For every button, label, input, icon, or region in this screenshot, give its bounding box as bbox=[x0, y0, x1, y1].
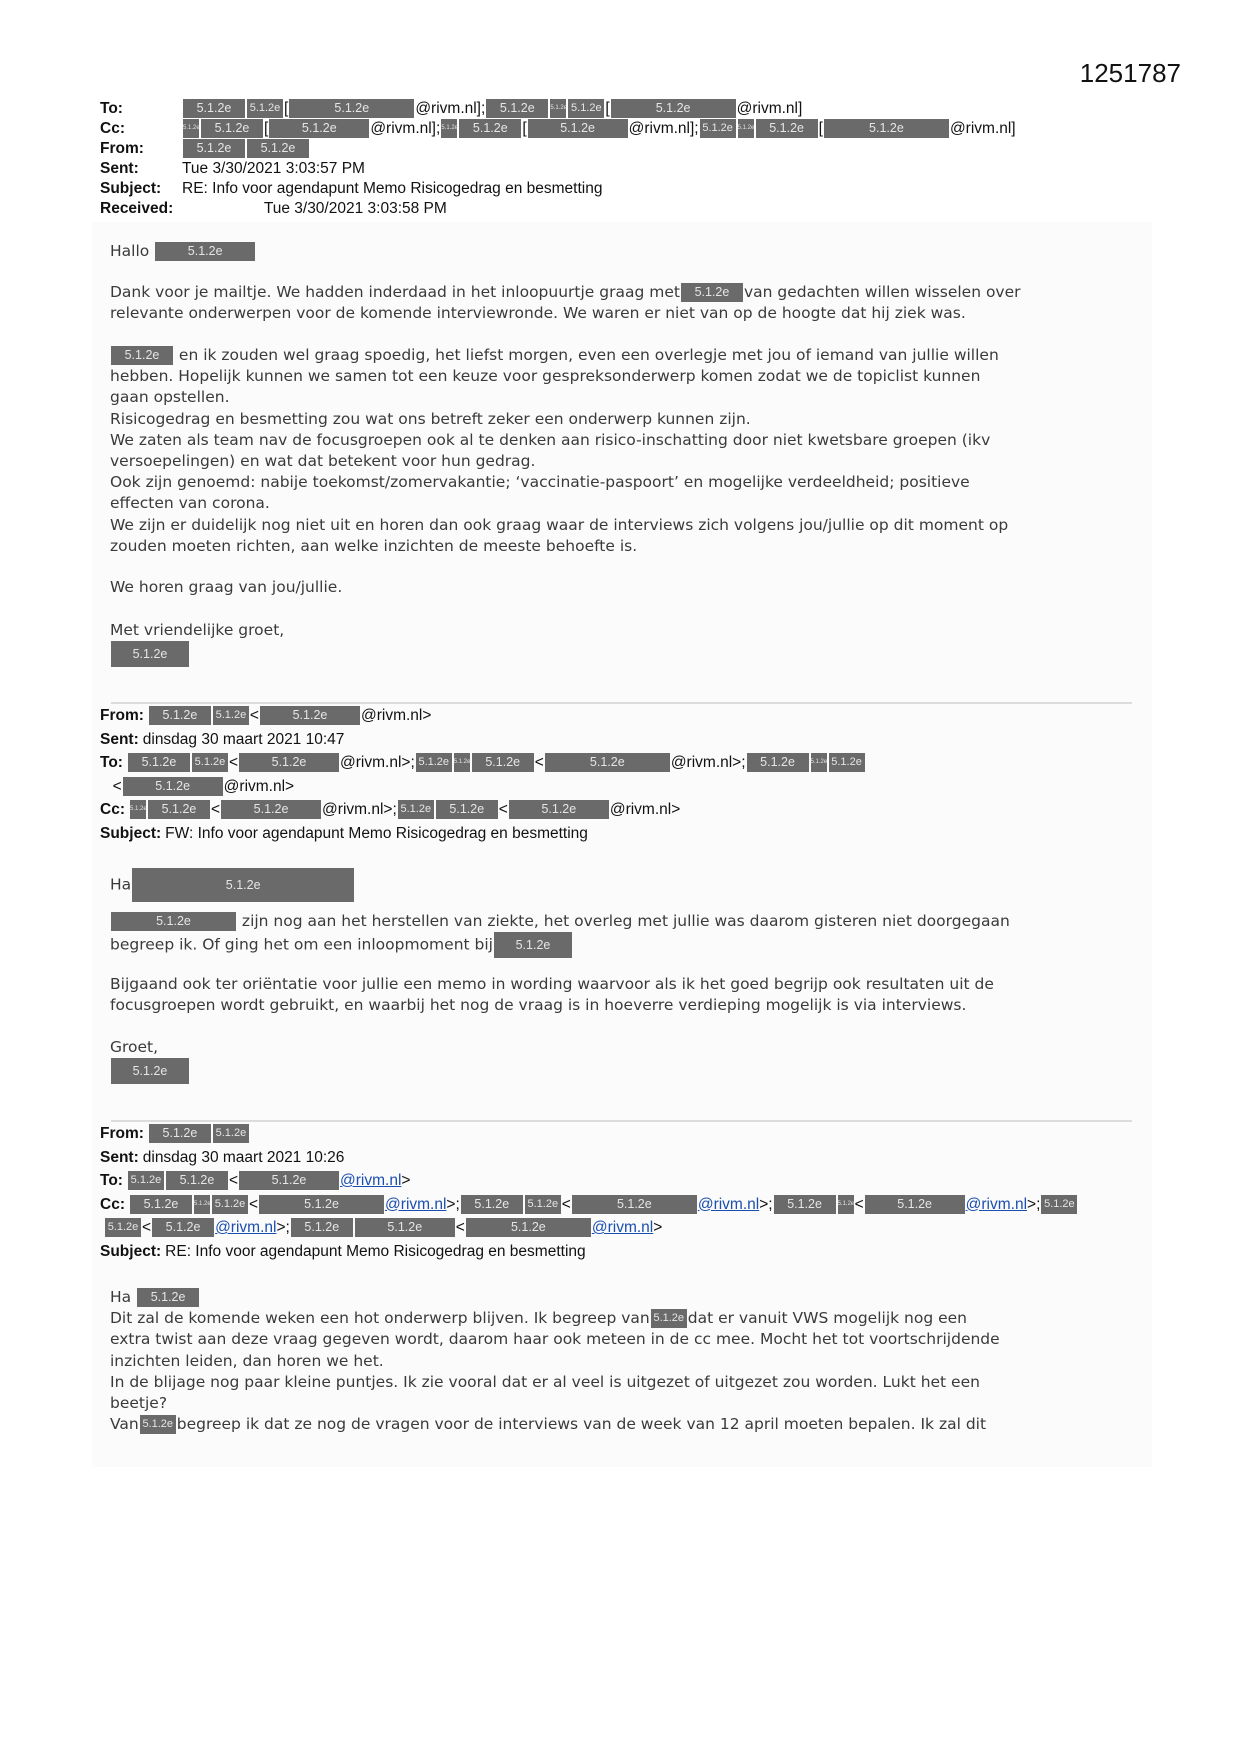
redaction-box: 5.1.2e bbox=[130, 800, 146, 819]
redaction-box: 5.1.2e bbox=[545, 753, 670, 772]
header-label: Cc: bbox=[100, 801, 125, 818]
text: focusgroepen wordt gebruikt, en waarbij het nog de vraag is in hoeverre verdieping mogelijk is via interviews. bbox=[110, 996, 967, 1015]
text: >; bbox=[1027, 1195, 1041, 1213]
redaction-box: 5.1.2e bbox=[123, 777, 223, 796]
redaction-box: 5.1.2e bbox=[486, 99, 548, 118]
email2-paragraph-2 bbox=[110, 974, 994, 1016]
redaction-box: 5.1.2e bbox=[239, 1171, 339, 1190]
text: RE: Info voor agendapunt Memo Risicogedrag en besmetting bbox=[182, 180, 603, 197]
text: We zaten als team nav de focusgroepen ook al te denken aan risico-inschatting door niet kwetsbare groepen (ikv bbox=[110, 430, 991, 449]
text: < bbox=[228, 754, 239, 771]
redaction-box: 5.1.2e bbox=[111, 346, 173, 365]
email1-paragraph-1 bbox=[110, 282, 1021, 324]
text: Tue 3/30/2021 3:03:57 PM bbox=[182, 160, 365, 177]
redaction-box: 5.1.2e bbox=[459, 119, 521, 138]
redaction-box: 5.1.2e bbox=[247, 139, 309, 158]
redaction-box: 5.1.2e bbox=[416, 753, 452, 772]
redaction-box: 5.1.2e bbox=[681, 283, 743, 302]
text: >; bbox=[276, 1219, 290, 1236]
text-line bbox=[110, 409, 1008, 430]
text: extra twist aan deze vraag gegeven wordt, daarom haar ook meteen in de cc mee. Mocht het tot voortschrijdende bbox=[110, 1330, 1000, 1349]
redaction-box: 5.1.2e bbox=[269, 119, 369, 138]
redaction-box: 5.1.2e bbox=[454, 753, 470, 772]
redaction-box: 5.1.2e bbox=[829, 753, 865, 772]
email-link[interactable]: @rivm.nl bbox=[965, 1195, 1028, 1213]
text: effecten van corona. bbox=[110, 494, 270, 513]
text: Hallo bbox=[110, 242, 155, 260]
redaction-box: 5.1.2e bbox=[355, 1218, 455, 1237]
text-line bbox=[110, 1372, 1000, 1393]
redaction-box: 5.1.2e bbox=[111, 1058, 189, 1084]
redaction-box: 5.1.2e bbox=[213, 706, 249, 725]
text: [ bbox=[605, 100, 610, 117]
text: @rivm.nl]; bbox=[415, 100, 486, 117]
text: < bbox=[228, 1172, 239, 1189]
redaction-box: 5.1.2e bbox=[192, 753, 228, 772]
text: Ha bbox=[110, 875, 132, 894]
text: Groet, bbox=[110, 1038, 159, 1056]
redaction-box: 5.1.2e bbox=[149, 706, 211, 725]
header-label: Subject: bbox=[100, 180, 162, 197]
text-line bbox=[110, 641, 284, 662]
header-row bbox=[100, 1169, 1078, 1193]
header-row bbox=[100, 822, 866, 846]
redaction-box: 5.1.2e bbox=[572, 1195, 697, 1214]
header-row bbox=[100, 199, 1016, 219]
header-row bbox=[100, 1122, 1078, 1146]
header-row bbox=[100, 1146, 1078, 1170]
redaction-box: 5.1.2e bbox=[183, 119, 199, 138]
text-line bbox=[110, 241, 256, 262]
text-line bbox=[110, 1058, 190, 1079]
text: [ bbox=[264, 120, 269, 137]
text: RE: Info voor agendapunt Memo Risicogedrag en besmetting bbox=[165, 1242, 586, 1260]
redaction-box: 5.1.2e bbox=[260, 706, 360, 725]
header-row bbox=[100, 751, 866, 775]
header-label: From: bbox=[100, 1125, 144, 1142]
redaction-box: 5.1.2e bbox=[239, 753, 339, 772]
redaction-box: 5.1.2e bbox=[466, 1218, 591, 1237]
email1-paragraph-2 bbox=[110, 345, 1008, 557]
redaction-box: 5.1.2e bbox=[528, 119, 628, 138]
header-row bbox=[100, 1193, 1078, 1217]
redaction-box: 5.1.2e bbox=[111, 641, 189, 667]
text-line bbox=[110, 1308, 1000, 1329]
text-line bbox=[110, 1414, 1000, 1435]
header-label: From: bbox=[100, 140, 144, 157]
text: [ bbox=[522, 120, 527, 137]
text: @rivm.nl]; bbox=[370, 120, 441, 137]
header-label: Sent: bbox=[100, 1148, 139, 1166]
text: < bbox=[210, 801, 221, 818]
text: Dit zal de komende weken een hot onderwerp blijven. Ik begreep van bbox=[110, 1309, 650, 1328]
text-line bbox=[110, 1329, 1000, 1350]
email3-header bbox=[100, 1122, 1078, 1263]
redaction-box: 5.1.2e bbox=[865, 1195, 965, 1214]
redaction-box: 5.1.2e bbox=[247, 99, 283, 118]
text: relevante onderwerpen voor de komende interviewronde. We waren er niet van op de hoogte dat hij ziek was. bbox=[110, 304, 966, 323]
email-link[interactable]: @rivm.nl bbox=[697, 1195, 760, 1213]
text-line bbox=[110, 1351, 1000, 1372]
text-line bbox=[110, 620, 284, 641]
redaction-box: 5.1.2e bbox=[1041, 1195, 1077, 1214]
text: @rivm.nl>; bbox=[322, 801, 397, 818]
text-line bbox=[110, 577, 342, 598]
header-row bbox=[100, 1240, 1078, 1264]
email1-signature bbox=[110, 620, 284, 662]
redaction-box: 5.1.2e bbox=[183, 99, 245, 118]
redaction-box: 5.1.2e bbox=[525, 1195, 561, 1214]
text: FW: Info voor agendapunt Memo Risicogedrag en besmetting bbox=[165, 824, 588, 842]
text: Van bbox=[110, 1415, 139, 1434]
email1-paragraph-3 bbox=[110, 577, 342, 598]
text: begreep ik dat ze nog de vragen voor de interviews van de week van 12 april moeten bepalen. Ik zal dit bbox=[176, 1415, 987, 1434]
header-label: Sent: bbox=[100, 160, 139, 177]
text-line bbox=[110, 536, 1008, 557]
header-row bbox=[100, 99, 1016, 119]
email3-body bbox=[110, 1287, 1000, 1435]
text-line bbox=[110, 366, 1008, 387]
text: @rivm.nl>; bbox=[340, 754, 415, 771]
text-line bbox=[110, 1037, 190, 1058]
text: < bbox=[104, 777, 122, 795]
text: < bbox=[248, 1195, 259, 1213]
text: >; bbox=[759, 1195, 773, 1213]
text-line bbox=[110, 1393, 1000, 1414]
redaction-box: 5.1.2e bbox=[472, 753, 534, 772]
text: Met vriendelijke groet, bbox=[110, 621, 285, 639]
text-line bbox=[110, 515, 1008, 536]
redaction-box: 5.1.2e bbox=[183, 139, 245, 158]
redaction-box: 5.1.2e bbox=[155, 242, 255, 261]
redaction-box: 5.1.2e bbox=[130, 1195, 192, 1214]
email-link[interactable]: @rivm.nl bbox=[591, 1219, 654, 1236]
text: < bbox=[142, 1219, 152, 1236]
redaction-box: 5.1.2e bbox=[291, 1218, 353, 1237]
text-line bbox=[110, 303, 1021, 324]
redaction-box: 5.1.2e bbox=[747, 753, 809, 772]
text-line bbox=[110, 451, 1008, 472]
header-row bbox=[100, 798, 866, 822]
header-label: Sent: bbox=[100, 730, 139, 748]
redaction-box: 5.1.2e bbox=[140, 1415, 176, 1434]
header-row bbox=[100, 775, 866, 799]
text: Bijgaand ook ter oriëntatie voor jullie een memo in wording waarvoor als ik het goed begrijp ook resultaten uit de bbox=[110, 975, 994, 993]
header-row bbox=[100, 1216, 1078, 1240]
document-number: 1251787 bbox=[1079, 58, 1181, 88]
text: Dank voor je mailtje. We hadden inderdaad in het inloopuurtje graag met bbox=[110, 283, 680, 301]
text: beetje? bbox=[110, 1393, 168, 1412]
redaction-box: 5.1.2e bbox=[259, 1195, 384, 1214]
text: begreep ik. Of ging het om een inloopmoment bij bbox=[110, 935, 493, 954]
text: @rivm.nl> bbox=[360, 707, 432, 724]
text: van gedachten willen wisselen over bbox=[743, 283, 1021, 301]
redaction-box: 5.1.2e bbox=[824, 119, 949, 138]
text-line bbox=[110, 995, 994, 1016]
text-line bbox=[110, 974, 994, 995]
redaction-box: 5.1.2e bbox=[441, 119, 457, 138]
text-line bbox=[110, 493, 1008, 514]
header-label: Received: bbox=[100, 200, 174, 217]
redaction-box: 5.1.2e bbox=[289, 99, 414, 118]
email1-greeting bbox=[110, 241, 256, 262]
text: versoepelingen) en wat dat betekent voor hun gedrag. bbox=[110, 451, 536, 470]
text: We horen graag van jou/jullie. bbox=[110, 578, 343, 596]
text: < bbox=[498, 801, 508, 818]
header-row bbox=[100, 728, 866, 752]
redaction-box: 5.1.2e bbox=[738, 119, 754, 138]
text: @rivm.nl]; bbox=[628, 120, 699, 137]
redaction-box: 5.1.2e bbox=[838, 1195, 854, 1214]
text-line bbox=[110, 868, 355, 894]
email2-paragraph-1 bbox=[110, 911, 1010, 953]
redaction-box: 5.1.2e bbox=[774, 1195, 836, 1214]
text: < bbox=[561, 1195, 571, 1213]
text: > bbox=[401, 1172, 411, 1189]
redaction-box: 5.1.2e bbox=[128, 753, 190, 772]
redaction-box: 5.1.2e bbox=[436, 800, 498, 819]
redaction-box: 5.1.2e bbox=[461, 1195, 523, 1214]
text-line bbox=[110, 387, 1008, 408]
email1-header bbox=[100, 99, 1016, 219]
redaction-box: 5.1.2e bbox=[152, 1218, 214, 1237]
text: < bbox=[854, 1195, 864, 1213]
text: zouden moeten richten, aan welke inzichten de meeste behoefte is. bbox=[110, 536, 638, 555]
redaction-box: 5.1.2e bbox=[221, 800, 321, 819]
email2-greeting bbox=[110, 868, 355, 894]
redaction-box: 5.1.2e bbox=[756, 119, 818, 138]
email-link[interactable]: @rivm.nl bbox=[385, 1195, 447, 1213]
email2-signature bbox=[110, 1037, 190, 1079]
email-link[interactable]: @rivm.nl bbox=[215, 1219, 277, 1236]
text: < bbox=[249, 707, 259, 724]
redaction-box: 5.1.2e bbox=[132, 868, 354, 902]
redaction-box: 5.1.2e bbox=[568, 99, 604, 118]
redaction-box: 5.1.2e bbox=[398, 800, 434, 819]
redaction-box: 5.1.2e bbox=[611, 99, 736, 118]
text: Ook zijn genoemd: nabije toekomst/zomervakantie; ‘vaccinatie-paspoort’ en mogelijke verdeeldheid; positieve bbox=[110, 473, 970, 492]
text: < bbox=[534, 754, 544, 771]
email-link[interactable]: @rivm.nl bbox=[340, 1172, 402, 1189]
header-label: To: bbox=[100, 754, 123, 771]
redaction-box: 5.1.2e bbox=[148, 800, 210, 819]
header-label: Subject: bbox=[100, 1242, 162, 1260]
text: Tue 3/30/2021 3:03:58 PM bbox=[182, 200, 447, 217]
redaction-box: 5.1.2e bbox=[166, 1171, 228, 1190]
header-label: Subject: bbox=[100, 824, 162, 842]
text: Ha bbox=[110, 1288, 137, 1306]
header-row bbox=[100, 119, 1016, 139]
header-row bbox=[100, 704, 866, 728]
text: @rivm.nl] bbox=[949, 120, 1016, 137]
text-line bbox=[110, 345, 1008, 366]
text-line bbox=[110, 282, 1021, 303]
text: [ bbox=[284, 100, 289, 117]
text: inzichten leiden, dan horen we het. bbox=[110, 1351, 384, 1370]
header-row bbox=[100, 139, 1016, 159]
redaction-box: 5.1.2e bbox=[213, 1124, 249, 1143]
header-label: From: bbox=[100, 707, 144, 724]
header-label: To: bbox=[100, 1172, 123, 1189]
text: [ bbox=[818, 120, 823, 137]
text: zijn nog aan het herstellen van ziekte, het overleg met jullie was daarom gisteren niet doorgegaan bbox=[237, 912, 1010, 930]
text: gaan opstellen. bbox=[110, 388, 230, 407]
header-row bbox=[100, 159, 1016, 179]
text-line bbox=[110, 911, 1010, 932]
header-row bbox=[100, 179, 1016, 199]
redaction-box: 5.1.2e bbox=[212, 1195, 248, 1214]
text-line bbox=[110, 430, 1008, 451]
text: @rivm.nl] bbox=[736, 100, 803, 117]
redaction-box: 5.1.2e bbox=[194, 1195, 210, 1214]
header-label: To: bbox=[100, 100, 123, 117]
text-line bbox=[110, 472, 1008, 493]
redaction-box: 5.1.2e bbox=[201, 119, 263, 138]
text: >; bbox=[446, 1195, 460, 1213]
redaction-box: 5.1.2e bbox=[494, 932, 572, 958]
redaction-box: 5.1.2e bbox=[105, 1218, 141, 1237]
redaction-box: 5.1.2e bbox=[137, 1288, 199, 1307]
header-label: Cc: bbox=[100, 1195, 125, 1213]
text: > bbox=[653, 1219, 663, 1236]
text: @rivm.nl> bbox=[609, 801, 681, 818]
email2-header bbox=[100, 704, 866, 845]
text: < bbox=[455, 1219, 465, 1236]
redaction-box: 5.1.2e bbox=[128, 1171, 164, 1190]
redaction-box: 5.1.2e bbox=[111, 912, 236, 931]
text: Risicogedrag en besmetting zou wat ons betreft zeker een onderwerp kunnen zijn. bbox=[110, 409, 751, 428]
text: hebben. Hopelijk kunnen we samen tot een keuze voor gespreksonderwerp komen zodat we de topiclist kunnen bbox=[110, 367, 981, 386]
redaction-box: 5.1.2e bbox=[700, 119, 736, 138]
redaction-box: 5.1.2e bbox=[149, 1124, 211, 1143]
text: @rivm.nl> bbox=[223, 777, 295, 795]
text: dinsdag 30 maart 2021 10:47 bbox=[142, 730, 345, 748]
text: In de blijage nog paar kleine puntjes. Ik zie vooral dat er al veel is uitgezet of uitgezet zou worden. Lukt het een bbox=[110, 1372, 980, 1391]
text: dinsdag 30 maart 2021 10:26 bbox=[142, 1148, 345, 1166]
text: dat er vanuit VWS mogelijk nog een bbox=[687, 1309, 967, 1328]
redaction-box: 5.1.2e bbox=[651, 1309, 687, 1328]
text: We zijn er duidelijk nog niet uit en horen dan ook graag waar de interviews zich volgens jou/jullie op dit moment op bbox=[110, 515, 1009, 534]
text-line bbox=[110, 1287, 1000, 1308]
text: en ik zouden wel graag spoedig, het liefst morgen, even een overlegje met jou of iemand van jullie willen bbox=[174, 346, 999, 364]
redaction-box: 5.1.2e bbox=[550, 99, 566, 118]
text: @rivm.nl>; bbox=[670, 754, 746, 771]
header-label: Cc: bbox=[100, 120, 125, 137]
redaction-box: 5.1.2e bbox=[811, 753, 827, 772]
redaction-box: 5.1.2e bbox=[509, 800, 609, 819]
text-line bbox=[110, 932, 1010, 953]
